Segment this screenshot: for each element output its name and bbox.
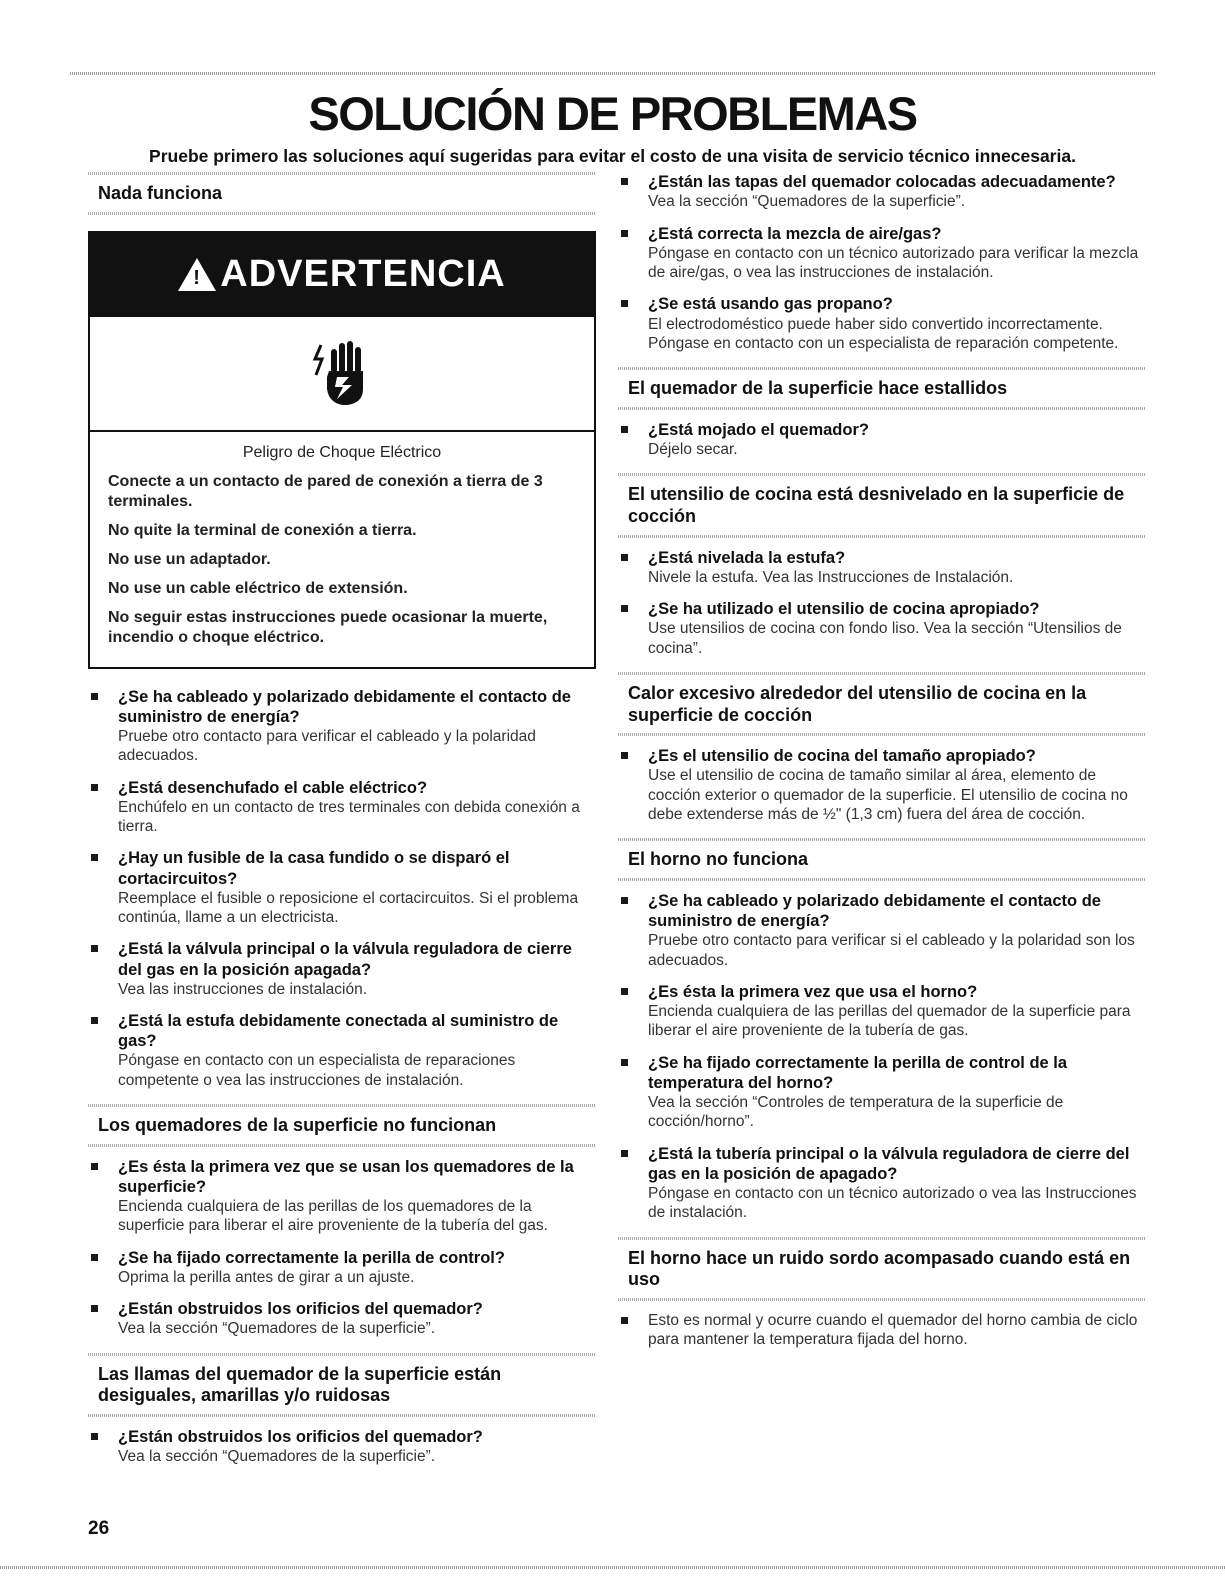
bullet-icon	[621, 1150, 628, 1157]
bullet-icon	[621, 554, 628, 561]
bullet-icon	[621, 1317, 628, 1324]
list-item: ¿Hay un fusible de la casa fundido o se disparó el cortacircuitos? Reemplace el fusible o reposicione el cortacircuitos. Si el problema continúa, llame a un electricista.	[88, 848, 596, 927]
list-item: ¿Se está usando gas propano? El electrodoméstico puede haber sido convertido incorrectamente. Póngase en contacto con un especialista de reparación competente.	[618, 294, 1146, 353]
list-item: ¿Está mojado el quemador? Déjelo secar.	[618, 420, 1146, 460]
right-column	[618, 172, 1146, 1364]
list-item: ¿Se ha fijado correctamente la perilla de control de la temperatura del horno? Vea la sección “Controles de temperatura de la superficie de cocción/horno”.	[618, 1053, 1146, 1132]
warning-line: No use un adaptador.	[108, 550, 271, 568]
bullet-icon	[91, 1254, 98, 1261]
bullet-icon	[621, 897, 628, 904]
list-item: ¿Está la estufa debidamente conectada al suministro de gas? Póngase en contacto con un especialista de reparaciones competente o vea las instrucciones de instalación.	[88, 1011, 596, 1090]
list-item: ¿Está nivelada la estufa? Nivele la estufa. Vea las Instrucciones de Instalación.	[618, 548, 1146, 588]
page-subtitle: Pruebe primero las soluciones aquí sugeridas para evitar el costo de una visita de servicio técnico innecesaria.	[149, 146, 1076, 166]
section-heading-desnivelado: El utensilio de cocina está desnivelado en la superficie de cocción	[618, 473, 1146, 537]
list-item: ¿Está correcta la mezcla de aire/gas? Póngase en contacto con un técnico autorizado para verificar la mezcla de aire/gas, o vea las instrucciones de instalación.	[618, 224, 1146, 283]
list-item: Esto es normal y ocurre cuando el quemador del horno cambia de ciclo para mantener la temperatura fijada del horno.	[618, 1311, 1146, 1350]
list-item: ¿Está desenchufado el cable eléctrico? Enchúfelo en un contacto de tres terminales con debida conexión a tierra.	[88, 778, 596, 837]
electric-shock-hand-icon	[307, 333, 377, 413]
bottom-rule	[0, 1566, 1225, 1569]
list-item: ¿Es ésta la primera vez que usa el horno? Encienda cualquiera de las perillas del quemador de la superficie para liberar el aire proveniente de la tubería de gas.	[618, 982, 1146, 1041]
section-heading-ruido-sordo: El horno hace un ruido sordo acompasado cuando está en uso	[618, 1237, 1146, 1301]
bullet-icon	[621, 1059, 628, 1066]
section-heading-calor-excesivo: Calor excesivo alrededor del utensilio de cocina en la superficie de cocción	[618, 672, 1146, 736]
estallidos-items	[618, 420, 1146, 460]
list-item: ¿Están obstruidos los orificios del quemador? Vea la sección “Quemadores de la superficie”.	[88, 1427, 596, 1467]
quemadores-items	[88, 1157, 596, 1339]
list-item: ¿Se ha utilizado el utensilio de cocina apropiado? Use utensilios de cocina con fondo liso. Vea la sección “Utensilios de cocina”.	[618, 599, 1146, 658]
page-number: 26	[88, 1518, 110, 1539]
bullet-icon	[91, 784, 98, 791]
warning-hazard: Peligro de Choque Eléctrico	[242, 443, 442, 461]
warning-line: Conecte a un contacto de pared de conexión a tierra de 3 terminales.	[108, 472, 543, 510]
nada-continued-items	[618, 172, 1146, 353]
warning-banner	[90, 233, 594, 317]
section-heading-quemadores-no-funcionan: Los quemadores de la superficie no funcionan	[88, 1104, 596, 1147]
bullet-icon	[621, 426, 628, 433]
list-item: ¿Está la tubería principal o la válvula reguladora de cierre del gas en la posición de apagado? Póngase en contacto con un técnico autorizado o vea las Instrucciones de instalación.	[618, 1144, 1146, 1223]
bullet-icon	[621, 752, 628, 759]
warning-title: ADVERTENCIA	[220, 253, 506, 296]
ruido-items	[618, 1311, 1146, 1350]
calor-items	[618, 746, 1146, 824]
top-rule	[70, 72, 1155, 75]
bullet-icon	[621, 605, 628, 612]
warning-triangle-icon: !	[178, 258, 216, 291]
horno-items	[618, 891, 1146, 1223]
nada-items	[88, 687, 596, 1091]
list-item: ¿Se ha fijado correctamente la perilla de control? Oprima la perilla antes de girar a un ajuste.	[88, 1248, 596, 1288]
section-heading-horno-no-funciona: El horno no funciona	[618, 838, 1146, 881]
bullet-icon	[91, 1305, 98, 1312]
bullet-icon	[91, 1433, 98, 1440]
bullet-icon	[621, 988, 628, 995]
bullet-icon	[91, 854, 98, 861]
page-title: SOLUCIÓN DE PROBLEMAS	[308, 87, 917, 140]
list-item: ¿Está la válvula principal o la válvula reguladora de cierre del gas en la posición apagada? Vea las instrucciones de instalación.	[88, 939, 596, 999]
section-heading-estallidos: El quemador de la superficie hace estallidos	[618, 367, 1146, 410]
list-item: ¿Están las tapas del quemador colocadas adecuadamente? Vea la sección “Quemadores de la superficie”.	[618, 172, 1146, 212]
list-item: ¿Se ha cableado y polarizado debidamente el contacto de suministro de energía? Pruebe otro contacto para verificar si el cableado y la polaridad son los adecuados.	[618, 891, 1146, 970]
llamas-items	[88, 1427, 596, 1467]
warning-line: No quite la terminal de conexión a tierra.	[108, 521, 417, 539]
desnivelado-items	[618, 548, 1146, 658]
bullet-icon	[621, 178, 628, 185]
warning-box	[88, 231, 596, 669]
list-item: ¿Están obstruidos los orificios del quemador? Vea la sección “Quemadores de la superficie”.	[88, 1299, 596, 1339]
bullet-icon	[621, 300, 628, 307]
bullet-icon	[91, 1163, 98, 1170]
list-item: ¿Es ésta la primera vez que se usan los quemadores de la superficie? Encienda cualquiera de las perillas de los quemadores de la superficie para liberar el aire proveniente de la tubería del gas.	[88, 1157, 596, 1236]
warning-line: No seguir estas instrucciones puede ocasionar la muerte, incendio o choque eléctrico.	[108, 608, 548, 646]
left-column	[88, 172, 596, 1480]
list-item: ¿Es el utensilio de cocina del tamaño apropiado? Use el utensilio de cocina de tamaño similar al área, elemento de cocción exterior o quemador de la superficie. El utensilio de cocina no debe extenderse más de ½" (1,3 cm) fuera del área de cocción.	[618, 746, 1146, 824]
bullet-icon	[91, 693, 98, 700]
list-item: ¿Se ha cableado y polarizado debidamente el contacto de suministro de energía? Pruebe otro contacto para verificar el cableado y la polaridad adecuados.	[88, 687, 596, 766]
bullet-icon	[621, 230, 628, 237]
bullet-icon	[91, 1017, 98, 1024]
section-heading-nada-funciona: Nada funciona	[88, 172, 596, 215]
warning-line: No use un cable eléctrico de extensión.	[108, 579, 408, 597]
section-heading-llamas: Las llamas del quemador de la superficie están desiguales, amarillas y/o ruidosas	[88, 1353, 596, 1417]
bullet-icon	[91, 945, 98, 952]
